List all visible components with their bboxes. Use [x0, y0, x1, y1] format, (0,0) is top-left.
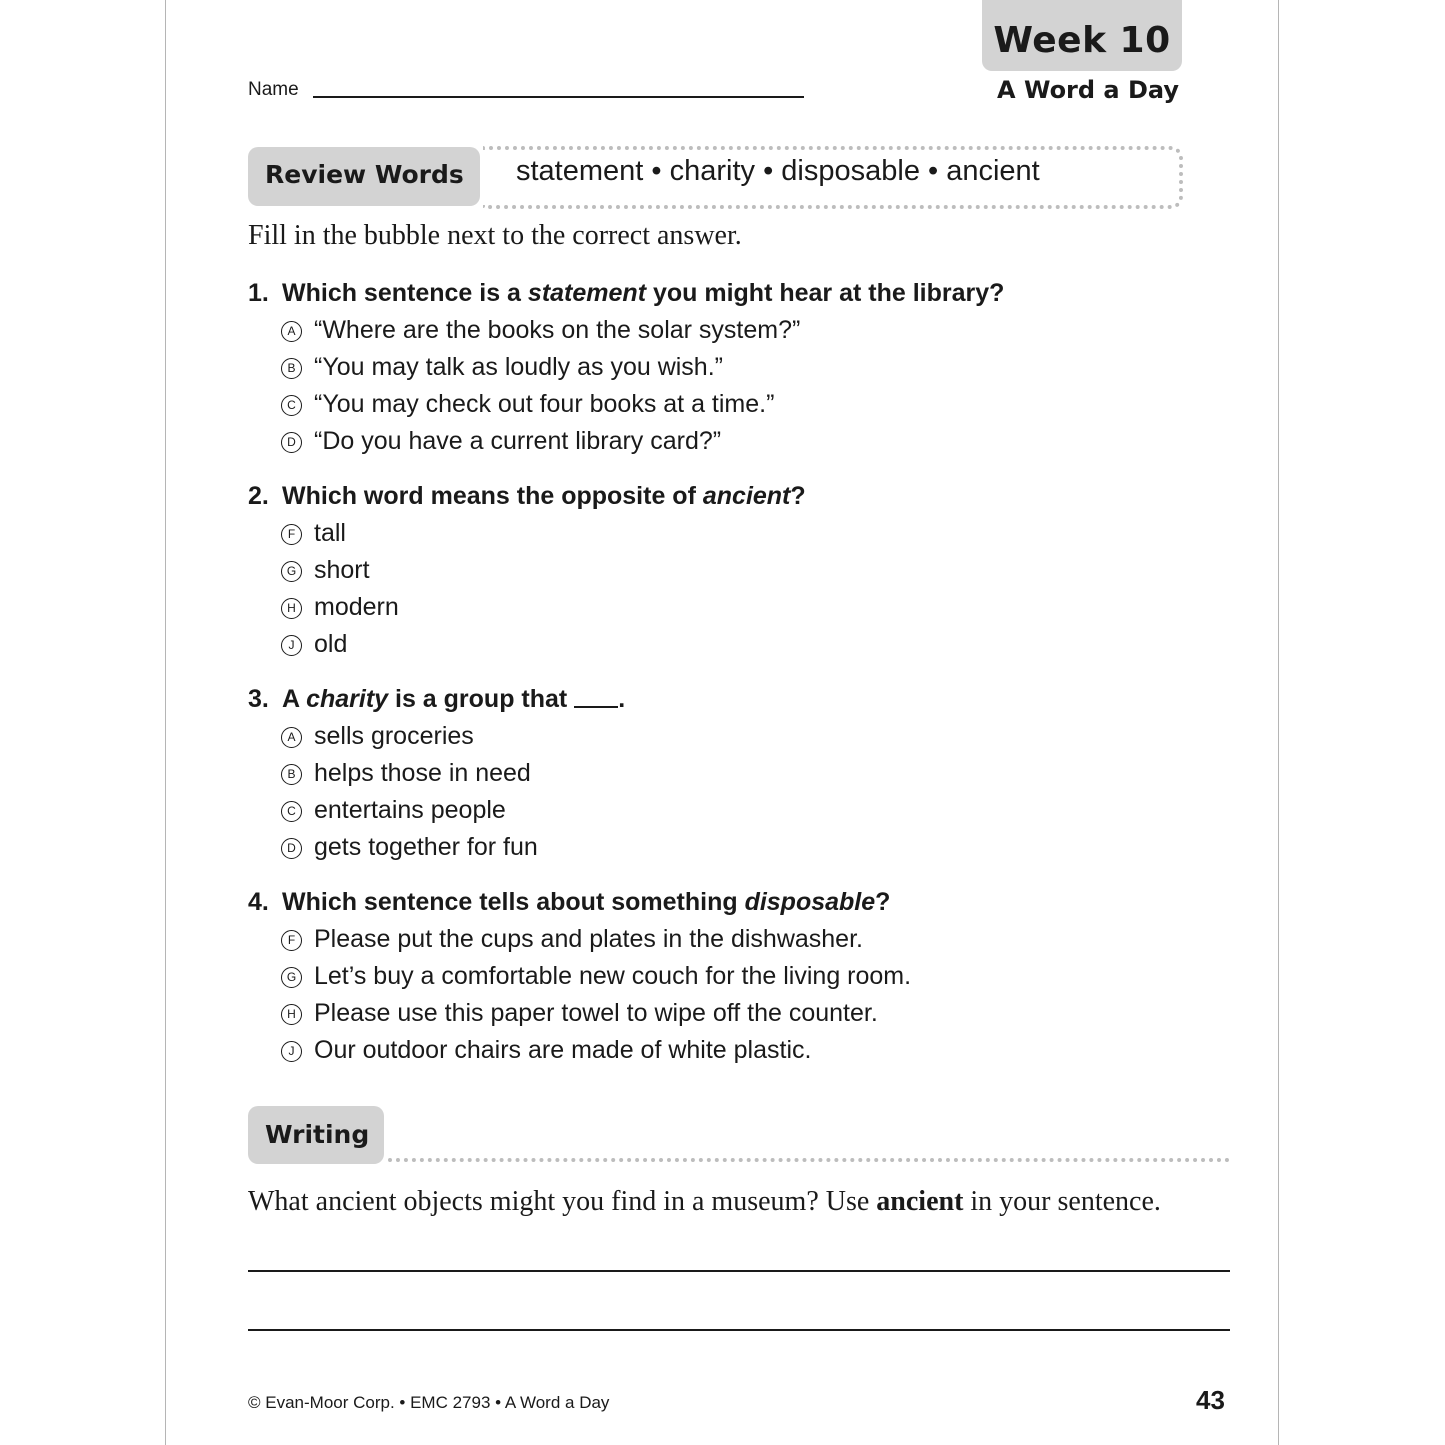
option-text: “You may talk as loudly as you wish.”: [314, 353, 723, 381]
option-text: helps those in need: [314, 759, 531, 787]
option-text: sells groceries: [314, 722, 474, 750]
answer-line-2[interactable]: [248, 1329, 1230, 1331]
name-label: Name: [248, 79, 299, 100]
answer-bubble[interactable]: G: [281, 561, 302, 582]
option-text: Our outdoor chairs are made of white plastic.: [314, 1036, 812, 1064]
week-title: Week 10: [993, 20, 1171, 61]
option-1d[interactable]: [281, 427, 721, 456]
question-number: 2.: [248, 482, 269, 510]
option-2h[interactable]: [281, 593, 399, 622]
answer-bubble[interactable]: C: [281, 395, 302, 416]
question-keyword: statement: [527, 279, 647, 307]
question-text: A: [282, 685, 307, 713]
option-text: “Do you have a current library card?”: [314, 427, 722, 455]
option-2j[interactable]: [281, 630, 347, 659]
question-3: [248, 685, 625, 714]
option-4j[interactable]: [281, 1036, 811, 1065]
question-text-middle: is a group that: [388, 685, 575, 713]
option-text: Let’s buy a comfortable new couch for the living room.: [314, 962, 912, 990]
name-field[interactable]: [313, 96, 804, 98]
question-text-end: ?: [790, 482, 806, 510]
option-3c[interactable]: [281, 796, 506, 825]
answer-bubble[interactable]: A: [281, 321, 302, 342]
answer-bubble[interactable]: F: [281, 930, 302, 951]
option-text: Please put the cups and plates in the dishwasher.: [314, 925, 863, 953]
question-text-end: ?: [875, 888, 891, 916]
option-1b[interactable]: [281, 353, 723, 382]
writing-prompt: [248, 1186, 1161, 1218]
option-4h[interactable]: [281, 999, 878, 1028]
question-keyword: ancient: [702, 482, 791, 510]
question-text-end: you might hear at the library?: [646, 279, 1005, 307]
writing-heading: Writing: [265, 1120, 370, 1149]
footer-copyright: © Evan-Moor Corp. • EMC 2793 • A Word a Day: [248, 1393, 610, 1412]
page-border-right: [1278, 0, 1279, 1445]
answer-bubble[interactable]: H: [281, 1004, 302, 1025]
option-text: entertains people: [314, 796, 506, 824]
question-text: Which sentence tells about something: [282, 888, 745, 916]
review-words-list: statement • charity • disposable • ancient: [516, 155, 1040, 187]
answer-bubble[interactable]: B: [281, 764, 302, 785]
option-2f[interactable]: [281, 519, 346, 548]
answer-bubble[interactable]: C: [281, 801, 302, 822]
option-3a[interactable]: [281, 722, 474, 751]
option-text: tall: [314, 519, 346, 547]
page-border-left: [165, 0, 166, 1445]
question-text: Which sentence is a: [282, 279, 528, 307]
answer-bubble[interactable]: G: [281, 967, 302, 988]
fill-in-blank: [574, 688, 618, 708]
answer-bubble[interactable]: D: [281, 838, 302, 859]
writing-divider: [388, 1158, 1230, 1162]
question-text-end: .: [618, 685, 626, 713]
review-words-heading: Review Words: [265, 160, 464, 189]
answer-bubble[interactable]: J: [281, 635, 302, 656]
prompt-text-end: in your sentence.: [963, 1186, 1161, 1217]
option-text: modern: [314, 593, 399, 621]
option-text: “Where are the books on the solar system?”: [314, 316, 801, 344]
question-1: [248, 279, 1004, 308]
instructions: Fill in the bubble next to the correct answer.: [248, 220, 742, 251]
answer-bubble[interactable]: H: [281, 598, 302, 619]
answer-bubble[interactable]: A: [281, 727, 302, 748]
question-number: 4.: [248, 888, 269, 916]
question-number: 3.: [248, 685, 269, 713]
option-4f[interactable]: [281, 925, 863, 954]
question-keyword: charity: [306, 685, 389, 713]
option-text: old: [314, 630, 348, 658]
question-text: Which word means the opposite of: [282, 482, 703, 510]
option-1c[interactable]: [281, 390, 774, 419]
option-3b[interactable]: [281, 759, 531, 788]
option-3d[interactable]: [281, 833, 538, 862]
question-2: [248, 482, 806, 511]
question-4: [248, 888, 890, 917]
page-number: 43: [1196, 1385, 1225, 1415]
question-number: 1.: [248, 279, 269, 307]
option-text: short: [314, 556, 370, 584]
option-4g[interactable]: [281, 962, 911, 991]
option-text: Please use this paper towel to wipe off the counter.: [314, 999, 878, 1027]
option-text: “You may check out four books at a time.”: [314, 390, 775, 418]
prompt-keyword: ancient: [876, 1186, 964, 1217]
answer-bubble[interactable]: F: [281, 524, 302, 545]
answer-line-1[interactable]: [248, 1270, 1230, 1272]
option-text: gets together for fun: [314, 833, 538, 861]
answer-bubble[interactable]: J: [281, 1041, 302, 1062]
option-1a[interactable]: [281, 316, 800, 345]
answer-bubble[interactable]: B: [281, 358, 302, 379]
option-2g[interactable]: [281, 556, 370, 585]
prompt-text: What ancient objects might you find in a museum? Use: [248, 1186, 877, 1217]
question-keyword: disposable: [744, 888, 876, 916]
answer-bubble[interactable]: D: [281, 432, 302, 453]
program-title: A Word a Day: [997, 76, 1179, 104]
